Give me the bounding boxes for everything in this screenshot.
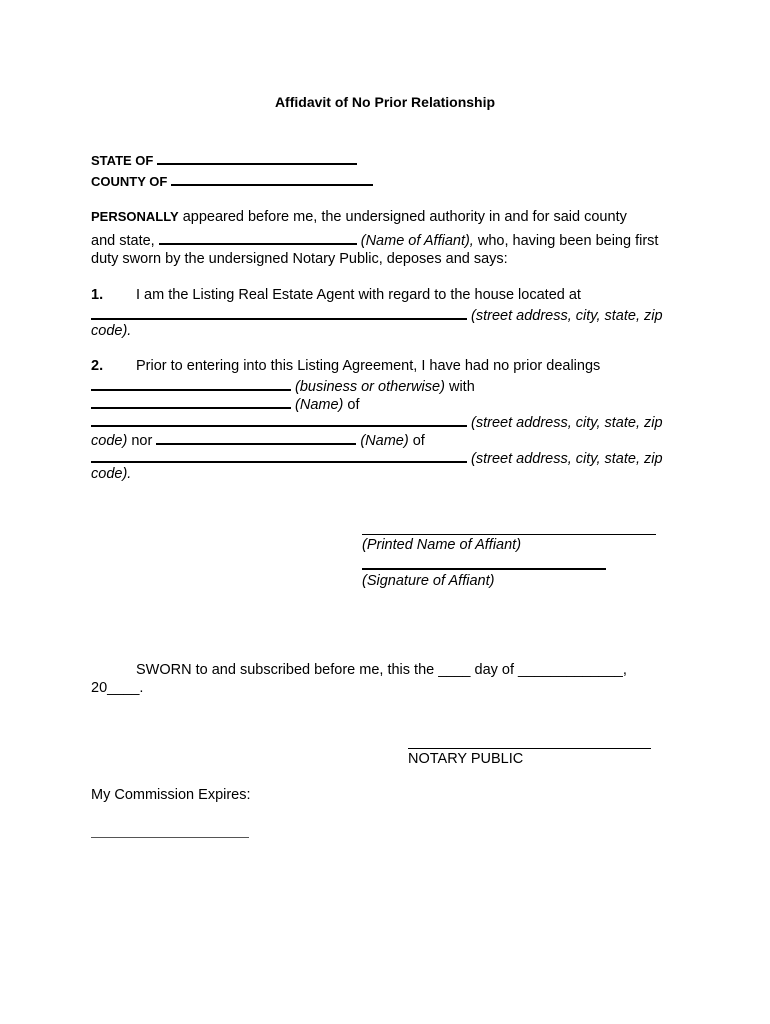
item-1-address-hint: (street address, city, state, zip (471, 308, 663, 324)
item-2-name2-hint: (Name) (360, 433, 409, 449)
signature-label: (Signature of Affiant) (362, 573, 495, 589)
signature-line[interactable] (362, 568, 606, 570)
state-blank[interactable] (157, 150, 357, 165)
item-2-with: with (448, 379, 475, 395)
state-line (91, 150, 357, 168)
item-2-address2-line (91, 448, 663, 467)
notary-public-label: NOTARY PUBLIC (408, 751, 524, 767)
intro-line-2 (91, 230, 658, 249)
item-2-address2-hint: (street address, city, state, zip (471, 451, 663, 467)
item-1-address-hint-end: code). (91, 323, 132, 339)
item-2-number: 2. (91, 358, 104, 374)
notary-signature-line[interactable] (408, 748, 651, 749)
item-2-address-hint: (street address, city, state, zip (471, 415, 663, 431)
item-2-address-blank[interactable] (91, 412, 467, 427)
intro-line-1-text: appeared before me, the undersigned authority in and for said county (182, 209, 627, 225)
printed-name-line[interactable] (362, 534, 656, 535)
item-2-name2-blank[interactable] (156, 430, 356, 445)
item-1-text: I am the Listing Real Estate Agent with regard to the house located at (136, 287, 581, 303)
printed-name-label: (Printed Name of Affiant) (362, 537, 522, 553)
item-1-address-line (91, 305, 663, 324)
commission-expires-label: My Commission Expires: (91, 787, 251, 803)
item-2-nor-line (91, 430, 425, 449)
item-2-business-hint: (business or otherwise) (295, 379, 445, 395)
item-2-name-blank[interactable] (91, 394, 291, 409)
item-2-nor: nor (131, 433, 153, 449)
county-label: COUNTY OF (91, 174, 168, 189)
intro-line-2-start: and state, (91, 233, 155, 249)
name-of-affiant-hint: (Name of Affiant), (360, 233, 474, 249)
item-2-address2-blank[interactable] (91, 448, 467, 463)
item-2-address-line (91, 412, 663, 431)
intro-line-2-end: who, having been being first (477, 233, 659, 249)
item-2-name-hint: (Name) (295, 397, 344, 413)
intro-line-3: duty sworn by the undersigned Notary Public, deposes and says: (91, 251, 508, 267)
page-title: Affidavit of No Prior Relationship (274, 94, 496, 110)
item-1-number: 1. (91, 287, 104, 303)
item-2-business-blank[interactable] (91, 376, 291, 391)
item-2-of2: of (412, 433, 425, 449)
affiant-name-blank[interactable] (159, 230, 357, 245)
county-blank[interactable] (171, 171, 373, 186)
item-2-address2-hint-end: code). (91, 466, 132, 482)
item-1-address-blank[interactable] (91, 305, 467, 320)
sworn-line-2: 20____. (91, 680, 144, 696)
item-2-text: Prior to entering into this Listing Agreement, I have had no prior dealings (136, 358, 601, 374)
item-2-name-line (91, 394, 360, 413)
state-label: STATE OF (91, 153, 154, 168)
intro-bold-word: PERSONALLY (91, 209, 179, 224)
intro-line-1 (91, 209, 627, 225)
item-2-code-label: code) (91, 433, 128, 449)
item-2-business-line (91, 376, 475, 395)
item-2-of: of (347, 397, 360, 413)
sworn-line-1: SWORN to and subscribed before me, this the ____ day of _____________, (136, 662, 627, 678)
commission-expires-line[interactable] (91, 837, 249, 838)
county-line (91, 171, 373, 189)
